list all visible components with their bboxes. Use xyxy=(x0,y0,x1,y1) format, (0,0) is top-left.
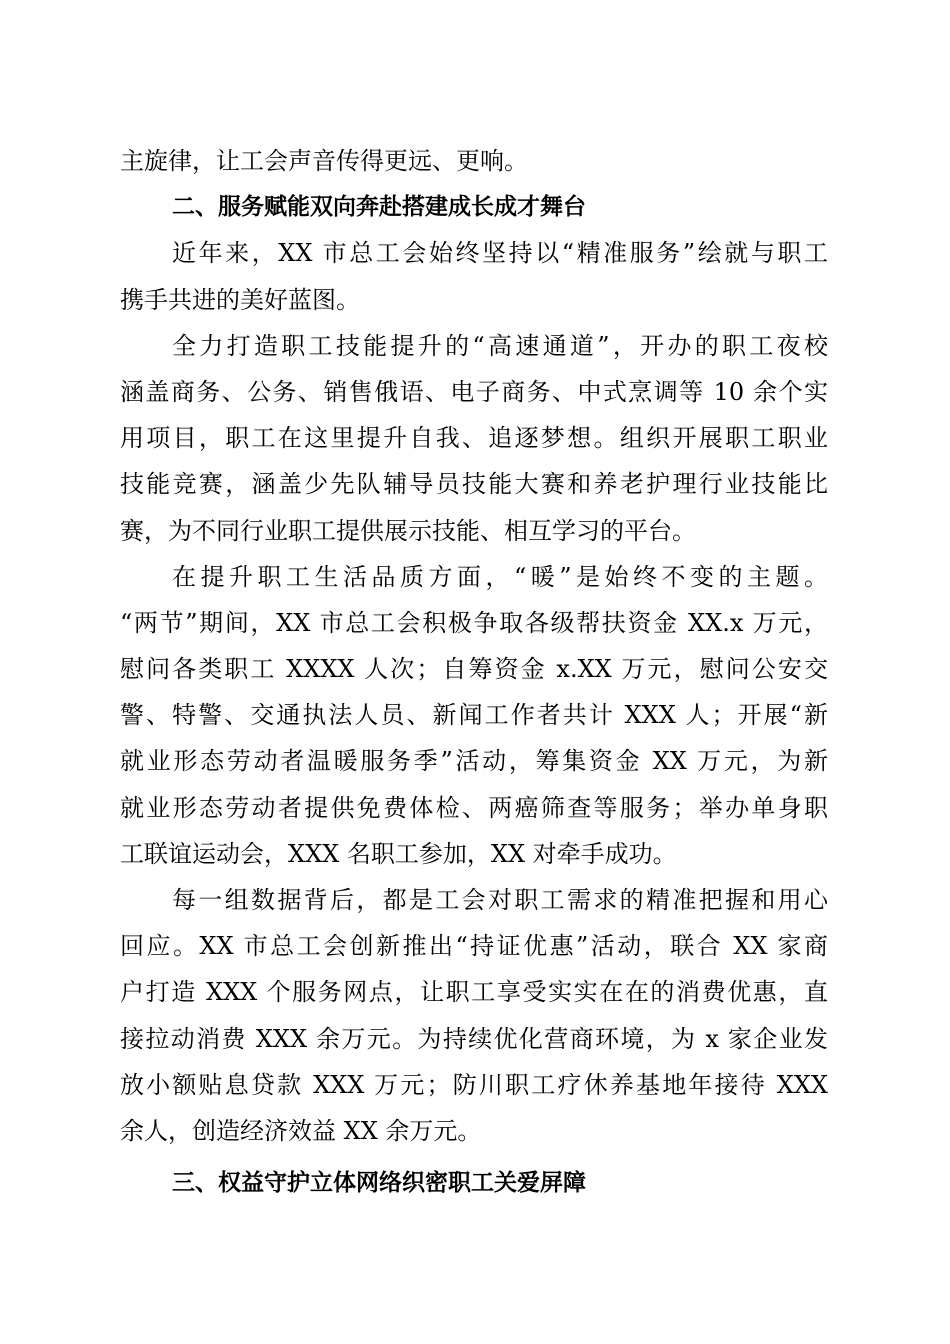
paragraph-line: 余人，创造经济效益 XX 余万元。 xyxy=(120,1116,482,1145)
section-heading-3: 三、权益守护立体网络织密职工关爱屏障 xyxy=(172,1170,586,1197)
paragraph-line: 放小额贴息贷款 XXX 万元；防川职工疗休养基地年接待 XXX xyxy=(120,1070,828,1099)
paragraph-line: 接拉动消费 XXX 余万元。为持续优化营商环境，为 x 家企业发 xyxy=(120,1024,828,1053)
paragraph-intro xyxy=(120,230,828,322)
paragraph-line: 涵盖商务、公务、销售俄语、电子商务、中式烹调等 10 余个实 xyxy=(120,377,828,406)
paragraph-line: 赛，为不同行业职工提供展示技能、相互学习的平台。 xyxy=(120,516,696,545)
paragraph-line: 每一组数据背后，都是工会对职工需求的精准把握和用心 xyxy=(172,886,828,914)
paragraph-line: 近年来，XX 市总工会始终坚持以“精准服务”绘就与职工 xyxy=(172,239,828,268)
paragraph-line: 携手共进的美好蓝图。 xyxy=(120,285,360,314)
paragraph-line: 就业形态劳动者温暖服务季”活动，筹集资金 XX 万元，为新 xyxy=(120,747,828,776)
paragraph-line: 工联谊运动会，XXX 名职工参加，XX 对牵手成功。 xyxy=(120,839,677,868)
paragraph-line: 警、特警、交通执法人员、新闻工作者共计 XXX 人；开展“新 xyxy=(120,701,828,730)
paragraph-line: 用项目，职工在这里提升自我、追逐梦想。组织开展职工职业 xyxy=(120,424,828,453)
paragraph-line: 全力打造职工技能提升的“高速通道”，开办的职工夜校 xyxy=(172,331,828,360)
section-heading-2: 二、服务赋能双向奔赴搭建成长成才舞台 xyxy=(172,194,586,221)
paragraph-skills xyxy=(120,323,828,554)
paragraph-line: 就业形态劳动者提供免费体检、两癌筛查等服务；举办单身职 xyxy=(120,793,828,822)
paragraph-line: 慰问各类职工 XXXX 人次；自筹资金 x.XX 万元，慰问公安交 xyxy=(120,655,828,684)
paragraph-line: “两节”期间，XX 市总工会积极争取各级帮扶资金 XX.x 万元， xyxy=(120,608,828,637)
paragraph-line: 在提升职工生活品质方面，“暖”是始终不变的主题。 xyxy=(172,562,828,591)
paragraph-line: 主旋律，让工会声音传得更远、更响。 xyxy=(120,147,528,175)
paragraph-line: 回应。XX 市总工会创新推出“持证优惠”活动，联合 XX 家商 xyxy=(120,932,828,961)
paragraph-line: 技能竞赛，涵盖少先队辅导员技能大赛和养老护理行业技能比 xyxy=(120,470,828,499)
paragraph-line: 户打造 XXX 个服务网点，让职工享受实实在在的消费优惠，直 xyxy=(120,978,828,1007)
paragraph-data xyxy=(120,877,828,1154)
document-page xyxy=(120,138,828,1206)
paragraph-warmth xyxy=(120,554,828,877)
